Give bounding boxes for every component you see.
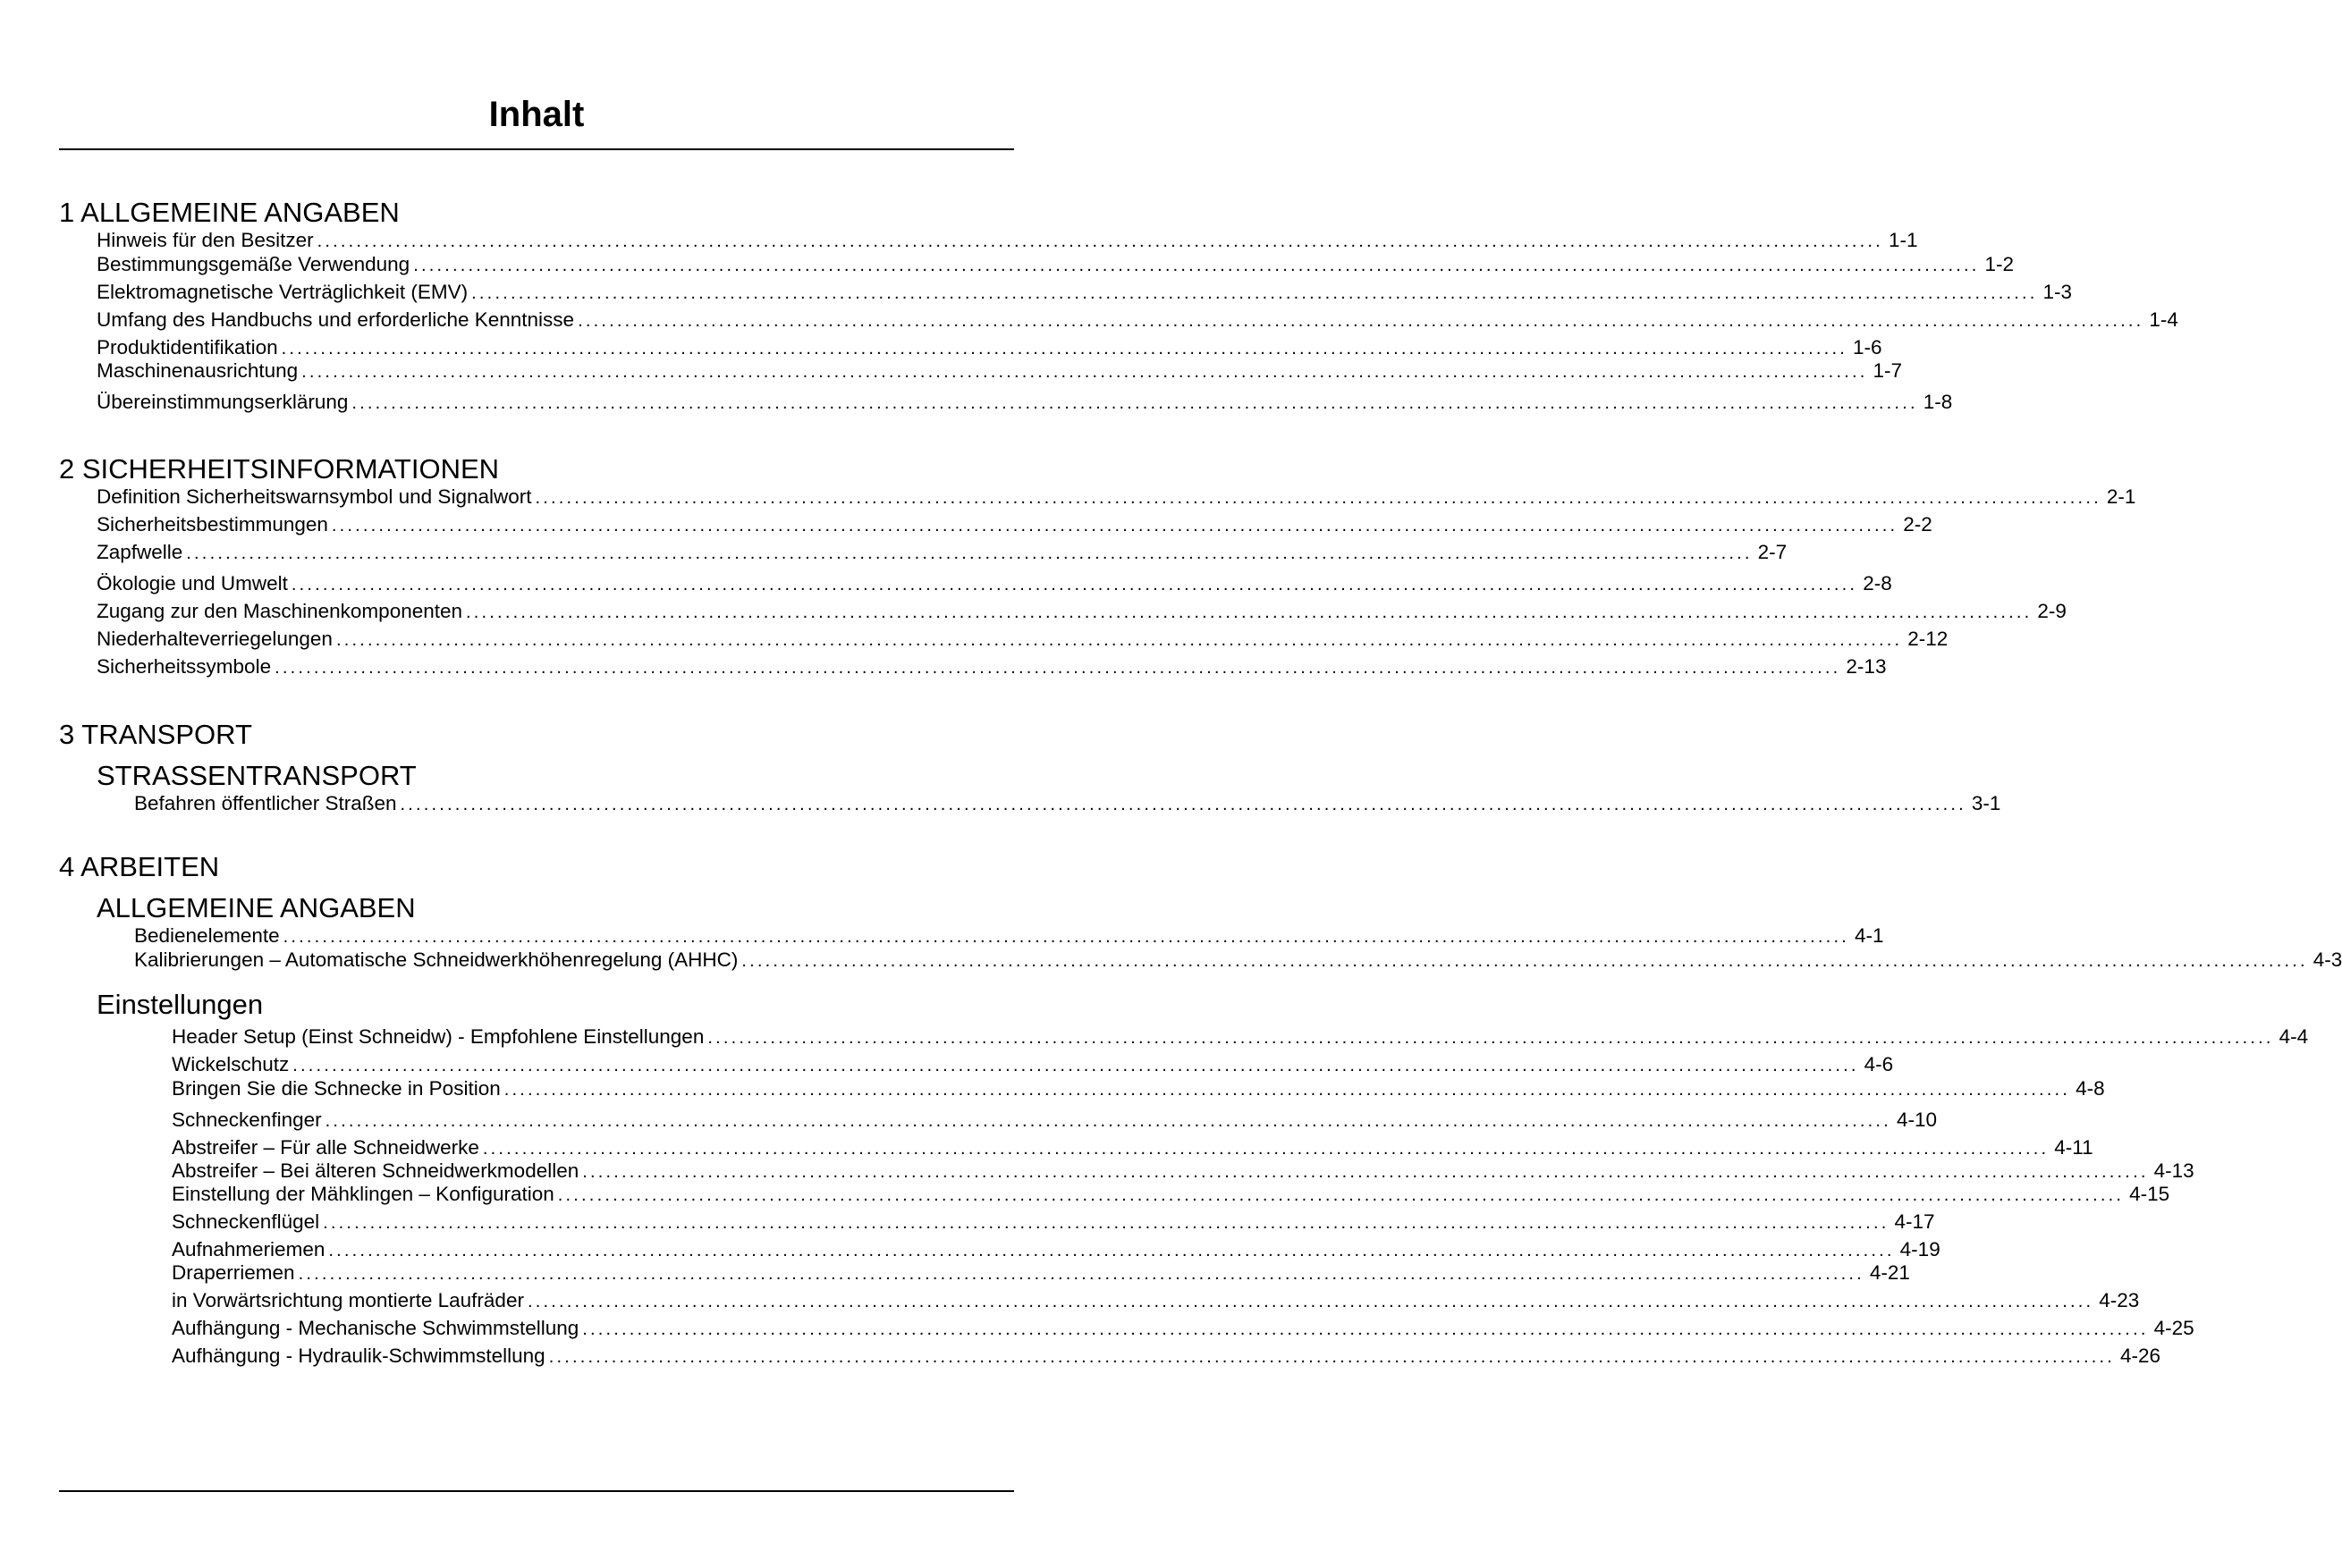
toc-entry-label: Ökologie und Umwelt [97,572,288,594]
dot-leader: ........................................................................................................................................................................................................ [578,311,2144,331]
dot-leader: ........................................................................................................................................................................................................ [351,393,1918,413]
toc-entry[interactable] [172,1136,2093,1159]
toc-entry[interactable] [97,655,1887,679]
toc-entry-page: 1-8 [1923,391,1953,413]
dot-leader: ........................................................................................................................................................................................................ [335,630,1903,650]
toc-entry-page: 1-6 [1852,336,1882,358]
toc-entry-label: Sicherheitsbestimmungen [97,513,328,535]
dot-leader: ........................................................................................................................................................................................................ [503,1080,2071,1100]
toc-entry-label: Aufnahmeriemen [172,1238,326,1260]
toc-entry-label: Hinweis für den Besitzer [97,229,314,251]
toc-entry-label: Zugang zur den Maschinenkomponenten [97,600,463,622]
toc-entry-page: 1-4 [2149,308,2178,331]
toc-entry[interactable] [97,600,2067,623]
dot-leader: ........................................................................................................................................................................................................ [707,1028,2274,1048]
toc-entry[interactable] [172,1077,2105,1100]
toc-entry-label: Elektromagnetische Verträglichkeit (EMV) [97,281,469,303]
toc-entry-label: Sicherheitssymbole [97,655,272,678]
toc-entry-page: 4-4 [2279,1025,2309,1048]
toc-entry-page: 4-26 [2120,1345,2161,1367]
toc-entry-label: Aufhängung - Mechanische Schwimmstellung [172,1317,579,1339]
toc-entry-label: Abstreifer – Für alle Schneidwerke [172,1136,479,1159]
toc-entry-label: Aufhängung - Hydraulik-Schwimmstellung [172,1345,545,1367]
toc-entry[interactable] [97,541,1788,564]
dot-leader: ........................................................................................................................................................................................................ [331,516,1898,535]
dot-leader: ........................................................................................................................................................................................................ [317,232,1883,251]
toc-entry[interactable] [172,1261,1910,1285]
toc-entry-page: 4-1 [1854,924,1884,947]
toc-entry-page: 4-8 [2076,1077,2105,1100]
toc-entry-label: Schneckenflügel [172,1210,320,1233]
subsection-heading: Einstellungen [97,989,264,1020]
dot-leader: ........................................................................................................................................................................................................ [582,1319,2149,1339]
toc-entry[interactable] [97,308,2178,332]
dot-leader: ........................................................................................................................................................................................................ [292,1056,1859,1075]
toc-entry[interactable] [97,628,1949,651]
toc-entry-label: Umfang des Handbuchs und erforderliche Kenntnisse [97,308,575,331]
dot-leader: ........................................................................................................................................................................................................ [471,283,2038,303]
toc-entry[interactable] [172,1109,1937,1132]
toc-entry-label: Übereinstimmungserklärung [97,391,349,413]
dot-leader: ........................................................................................................................................................................................................ [482,1139,2050,1159]
toc-entry-page: 4-11 [2054,1136,2093,1159]
dot-leader: ........................................................................................................................................................................................................ [582,1162,2149,1182]
toc-entry-label: Zapfwelle [97,541,183,563]
toc-entry[interactable] [134,792,2001,815]
dot-leader: ........................................................................................................................................................................................................ [283,927,1849,947]
top-divider [59,148,1014,150]
bottom-divider [59,1490,1014,1492]
toc-entry[interactable] [172,1210,1935,1234]
toc-entry-label: in Vorwärtsrichtung montierte Laufräder [172,1289,524,1311]
dot-leader: ........................................................................................................................................................................................................ [275,658,1841,678]
toc-entry-label: Schneckenfinger [172,1109,322,1131]
dot-leader: ........................................................................................................................................................................................................ [291,575,1858,594]
toc-entry-page: 4-17 [1894,1210,1935,1233]
page-title: Inhalt [488,95,585,134]
toc-entry-page: 4-15 [2129,1183,2170,1205]
dot-leader: ........................................................................................................................................................................................................ [548,1347,2116,1367]
dot-leader: ........................................................................................................................................................................................................ [301,362,1868,382]
dot-leader: ........................................................................................................................................................................................................ [466,603,2033,622]
toc-entry-label: Draperriemen [172,1261,295,1284]
dot-leader: ........................................................................................................................................................................................................ [281,339,1847,358]
toc-entry-label: Maschinenausrichtung [97,359,299,382]
toc-entry-label: Kalibrierungen – Automatische Schneidwerkhöhenregelung (AHHC) [134,948,739,971]
toc-entry[interactable] [97,359,1902,383]
toc-entry-label: Bedienelemente [134,924,280,947]
toc-entry-page: 1-2 [1984,253,2015,275]
dot-leader: ........................................................................................................................................................................................................ [413,256,1980,275]
toc-entry-page: 4-23 [2099,1289,2140,1311]
toc-entry[interactable] [172,1183,2170,1206]
toc-entry[interactable] [97,336,1882,359]
toc-entry-page: 4-3 [2312,948,2342,971]
toc-entry[interactable] [172,1159,2194,1183]
section-heading: 2 SICHERHEITSINFORMATIONEN [59,453,500,485]
subsection-heading: STRASSENTRANSPORT [97,760,417,791]
toc-entry[interactable] [172,1238,1940,1261]
toc-entry[interactable] [172,1025,2309,1049]
dot-leader: ........................................................................................................................................................................................................ [557,1185,2125,1205]
toc-entry-page: 2-7 [1757,541,1788,563]
toc-entry-page: 2-1 [2106,485,2136,508]
toc-entry[interactable] [172,1317,2194,1340]
toc-entry[interactable] [134,948,2342,972]
section-heading: 1 ALLGEMEINE ANGABEN [59,197,400,228]
dot-leader: ........................................................................................................................................................................................................ [535,488,2101,508]
toc-entry[interactable] [172,1053,1894,1076]
toc-entry-page: 2-8 [1863,572,1892,594]
toc-entry[interactable] [97,229,1918,252]
subsection-heading: ALLGEMEINE ANGABEN [97,892,416,923]
toc-entry[interactable] [97,391,1953,414]
toc-entry-label: Header Setup (Einst Schneidw) - Empfohlene Einstellungen [172,1025,705,1048]
dot-leader: ........................................................................................................................................................................................................ [186,544,1753,563]
toc-entry[interactable] [172,1289,2140,1312]
dot-leader: ........................................................................................................................................................................................................ [323,1213,1890,1233]
section-heading: 3 TRANSPORT [59,719,252,750]
toc-entry-page: 2-2 [1903,513,1932,535]
dot-leader: ........................................................................................................................................................................................................ [325,1111,1891,1131]
dot-leader: ........................................................................................................................................................................................................ [400,795,1966,814]
toc-entry-label: Wickelschutz [172,1053,290,1075]
dot-leader: ........................................................................................................................................................................................................ [298,1264,1864,1284]
toc-entry[interactable] [97,253,2015,276]
dot-leader: ........................................................................................................................................................................................................ [741,951,2308,971]
toc-entry-label: Befahren öffentlicher Straßen [134,792,397,814]
toc-entry-page: 4-21 [1869,1261,1910,1284]
toc-entry-page: 2-13 [1846,655,1887,678]
toc-entry-page: 4-6 [1864,1053,1894,1075]
toc-entry-label: Niederhalteverriegelungen [97,628,333,650]
toc-entry[interactable] [97,485,2136,509]
toc-entry-page: 3-1 [1971,792,2001,814]
toc-entry-label: Abstreifer – Bei älteren Schneidwerkmodellen [172,1159,579,1182]
toc-entry-page: 2-12 [1907,628,1949,650]
toc-entry[interactable] [97,572,1892,595]
toc-entry-page: 1-3 [2042,281,2073,303]
toc-entry[interactable] [172,1345,2161,1368]
toc-entry-page: 1-1 [1888,229,1918,251]
toc-entry-page: 4-25 [2153,1317,2194,1339]
dot-leader: ........................................................................................................................................................................................................ [527,1292,2094,1311]
toc-entry-label: Produktidentifikation [97,336,278,358]
toc-entry-page: 1-7 [1873,359,1902,382]
toc-entry-page: 2-9 [2037,600,2067,622]
toc-entry-label: Bestimmungsgemäße Verwendung [97,253,410,275]
toc-entry-page: 4-10 [1896,1109,1937,1131]
toc-entry[interactable] [134,924,1884,948]
toc-entry-label: Einstellung der Mähklingen – Konfiguration [172,1183,554,1205]
toc-entry-label: Definition Sicherheitswarnsymbol und Signalwort [97,485,532,508]
toc-entry[interactable] [97,513,1932,536]
toc-entry-page: 4-19 [1899,1238,1940,1260]
toc-entry-page: 4-13 [2153,1159,2194,1182]
section-heading: 4 ARBEITEN [59,851,220,882]
toc-entry-label: Bringen Sie die Schnecke in Position [172,1077,501,1100]
dot-leader: ........................................................................................................................................................................................................ [328,1241,1895,1260]
toc-entry[interactable] [97,281,2073,304]
